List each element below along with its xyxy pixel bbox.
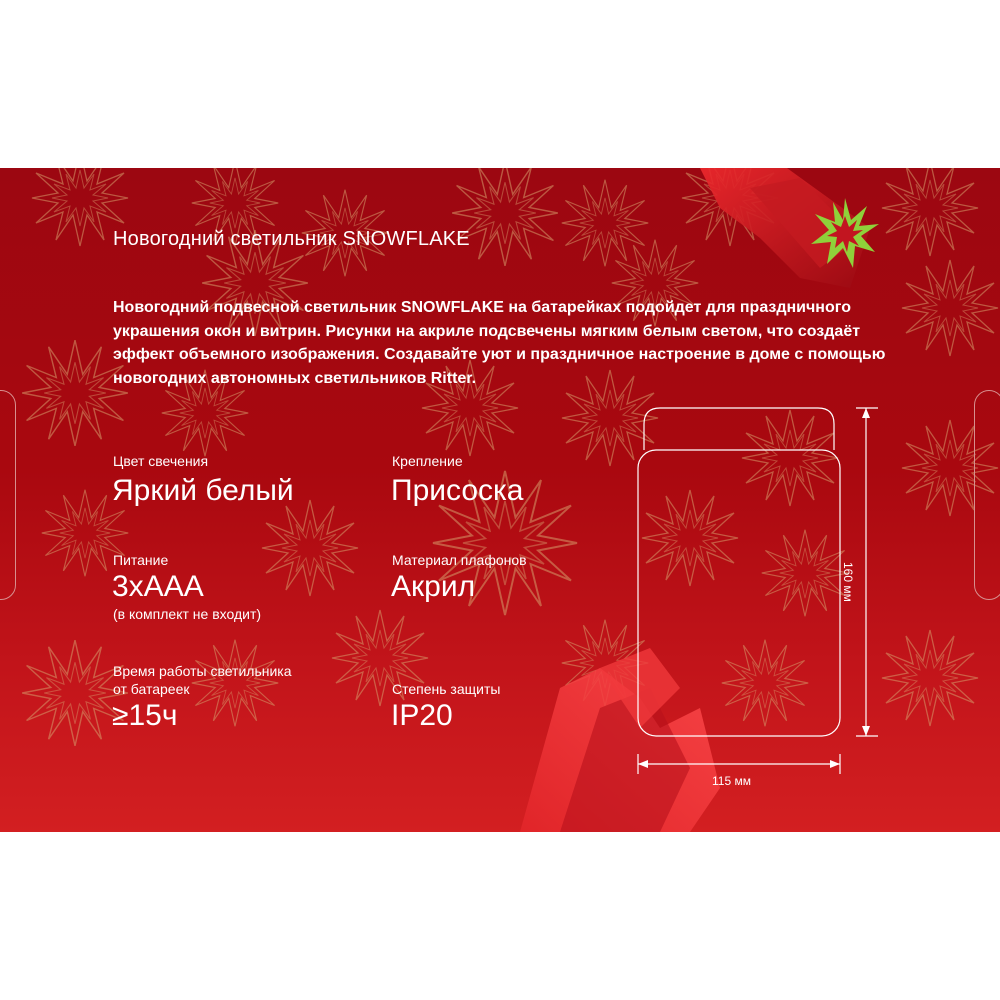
spec-mount-value: Присоска: [391, 474, 524, 507]
lamp-cap-outline: [644, 408, 834, 450]
spec-protection-value: IP20: [391, 699, 453, 732]
spec-runtime-label-line2: от батареек: [113, 681, 190, 697]
dimension-drawing: [0, 168, 1000, 832]
spec-power-label: Питание: [113, 552, 169, 568]
spec-material-label: Материал плафонов: [392, 552, 527, 568]
lamp-body-outline: [638, 450, 840, 736]
height-dimension-label: 160 мм: [841, 562, 855, 602]
spec-color-label: Цвет свечения: [113, 453, 209, 469]
product-description: Новогодний подвесной светильник SNOWFLAKE на батарейках подойдет для праздничного украшения окон и витрин. Рисунки на акриле подсвечены мягким белым светом, что создаёт эффект объемного изображения. Создавайте уют и праздничное настроение в доме с помощью новогодних автономных светильников Ritter.: [113, 299, 886, 387]
spec-power-note: (в комплект не входит): [113, 606, 262, 622]
spec-runtime-label-line1: Время работы светильника: [113, 663, 292, 679]
spec-material-value: Акрил: [391, 570, 476, 603]
product-title: Новогодний светильник SNOWFLAKE: [113, 228, 470, 250]
product-banner: [0, 168, 1000, 832]
spec-mount-label: Крепление: [392, 453, 463, 469]
spec-runtime-value: ≥15ч: [112, 699, 178, 732]
spec-protection-label: Степень защиты: [392, 681, 501, 697]
width-dimension-label: 115 мм: [712, 774, 751, 788]
spec-power-value: 3хААА: [112, 570, 204, 603]
spec-color-value: Яркий белый: [112, 474, 294, 507]
